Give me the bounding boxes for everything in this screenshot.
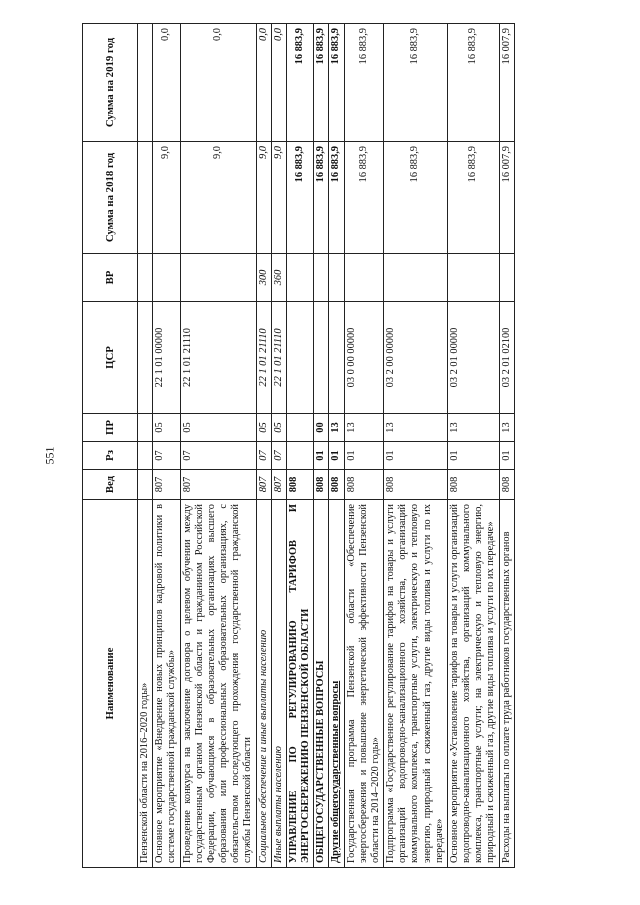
row-ved: 808 xyxy=(384,470,448,500)
header-name: Наименование xyxy=(83,500,138,868)
row-sum-2019: 0,0 xyxy=(180,24,256,142)
row-rz: 01 xyxy=(384,442,448,470)
row-csr: 22 1 01 21110 xyxy=(271,302,286,414)
row-ved: 807 xyxy=(153,470,180,500)
row-sum-2019: 16 883,9 xyxy=(384,24,448,142)
table-row xyxy=(499,24,514,868)
row-rz: 07 xyxy=(180,442,256,470)
row-vr xyxy=(314,254,329,302)
row-ved: 807 xyxy=(180,470,256,500)
table-row xyxy=(447,24,499,868)
row-sum-2019: 16 883,9 xyxy=(286,24,313,142)
row-rz: 07 xyxy=(271,442,286,470)
row-rz: 07 xyxy=(256,442,271,470)
header-pr: ПР xyxy=(83,414,138,442)
row-sum-2019: 16 883,9 xyxy=(447,24,499,142)
row-csr: 22 1 01 21110 xyxy=(180,302,256,414)
row-pr: 13 xyxy=(447,414,499,442)
table-row xyxy=(271,24,286,868)
row-ved: 807 xyxy=(256,470,271,500)
row-sum-2019: 16 007,9 xyxy=(499,24,514,142)
row-sum-2018: 16 883,9 xyxy=(344,142,384,254)
row-pr: 13 xyxy=(499,414,514,442)
row-sum-2018: 16 883,9 xyxy=(314,142,329,254)
row-sum-2018 xyxy=(138,142,153,254)
row-sum-2019: 16 883,9 xyxy=(329,24,344,142)
row-sum-2019: 0,0 xyxy=(256,24,271,142)
header-csr: ЦСР xyxy=(83,302,138,414)
row-vr xyxy=(384,254,448,302)
row-name: Проведение конкурса на заключение договора о целевом обучении между государственным органом Пензенской области и гражданином Российской Федерации, обучающимся в образовательных организациях высшего образования или профессиональных образовательных организациях, с обязательством последующего прохождения государственной гражданской службы Пензенской области xyxy=(180,500,256,868)
row-csr: 22 1 01 00000 xyxy=(153,302,180,414)
row-vr xyxy=(180,254,256,302)
row-ved: 808 xyxy=(286,470,313,500)
row-vr xyxy=(499,254,514,302)
row-ved: 808 xyxy=(344,470,384,500)
row-sum-2019 xyxy=(138,24,153,142)
row-sum-2018: 9,0 xyxy=(180,142,256,254)
budget-table-container xyxy=(82,24,606,868)
row-pr: 13 xyxy=(329,414,344,442)
row-vr xyxy=(138,254,153,302)
table-header-row xyxy=(83,24,138,868)
row-name: Пензенской области на 2016–2020 годы» xyxy=(138,500,153,868)
row-ved: 807 xyxy=(271,470,286,500)
row-sum-2018: 9,0 xyxy=(256,142,271,254)
row-ved: 808 xyxy=(499,470,514,500)
table-row xyxy=(153,24,180,868)
row-vr xyxy=(286,254,313,302)
row-sum-2018: 16 883,9 xyxy=(329,142,344,254)
header-ved: Вед xyxy=(83,470,138,500)
row-csr: 03 0 00 00000 xyxy=(344,302,384,414)
row-sum-2018: 16 007,9 xyxy=(499,142,514,254)
header-sum-2019: Сумма на 2019 год xyxy=(83,24,138,142)
row-pr: 13 xyxy=(384,414,448,442)
row-vr xyxy=(329,254,344,302)
row-rz xyxy=(286,442,313,470)
row-ved: 808 xyxy=(329,470,344,500)
row-pr xyxy=(286,414,313,442)
row-vr xyxy=(153,254,180,302)
row-csr xyxy=(329,302,344,414)
table-row xyxy=(138,24,153,868)
row-vr xyxy=(447,254,499,302)
row-rz: 01 xyxy=(329,442,344,470)
row-pr: 13 xyxy=(344,414,384,442)
row-ved: 808 xyxy=(314,470,329,500)
table-row xyxy=(384,24,448,868)
row-sum-2018: 16 883,9 xyxy=(384,142,448,254)
header-vr: ВР xyxy=(83,254,138,302)
row-pr: 05 xyxy=(271,414,286,442)
row-rz: 01 xyxy=(344,442,384,470)
row-pr: 00 xyxy=(314,414,329,442)
header-sum-2018: Сумма на 2018 год xyxy=(83,142,138,254)
row-vr: 300 xyxy=(256,254,271,302)
row-csr: 03 2 00 00000 xyxy=(384,302,448,414)
row-name: Государственная программа Пензенской области «Обеспечение энергосбережения и повышение энергетической эффективности Пензенской области на 2014–2020 годы» xyxy=(344,500,384,868)
row-pr: 05 xyxy=(153,414,180,442)
row-sum-2019: 16 883,9 xyxy=(344,24,384,142)
row-sum-2018: 16 883,9 xyxy=(447,142,499,254)
row-ved: 808 xyxy=(447,470,499,500)
table-row xyxy=(314,24,329,868)
row-rz: 07 xyxy=(153,442,180,470)
row-ved xyxy=(138,470,153,500)
row-name: Подпрограмма «Государственное регулирование тарифов на товары и услуги организаций водопроводно-канализационного хозяйства, организаций коммунального комплекса, транспортные услуги, электрическую и тепловую энергию, природный и сжиженный газ, другие виды топлива и услуги по их передаче» xyxy=(384,500,448,868)
row-pr xyxy=(138,414,153,442)
table-row xyxy=(286,24,313,868)
row-rz: 01 xyxy=(314,442,329,470)
row-sum-2018: 16 883,9 xyxy=(286,142,313,254)
row-vr xyxy=(344,254,384,302)
row-name: Основное мероприятие «Внедрение новых принципов кадровой политики в системе государственной гражданской службы» xyxy=(153,500,180,868)
table-row xyxy=(180,24,256,868)
row-rz: 01 xyxy=(447,442,499,470)
row-vr: 360 xyxy=(271,254,286,302)
row-sum-2019: 0,0 xyxy=(271,24,286,142)
row-sum-2019: 0,0 xyxy=(153,24,180,142)
table-row xyxy=(256,24,271,868)
header-rz: Рз xyxy=(83,442,138,470)
row-csr: 03 2 01 02100 xyxy=(499,302,514,414)
table-row xyxy=(329,24,344,868)
row-name: Социальное обеспечение и иные выплаты населению xyxy=(256,500,271,868)
row-sum-2018: 9,0 xyxy=(153,142,180,254)
row-name: Другие общегосударственные вопросы xyxy=(329,500,344,868)
row-rz: 01 xyxy=(499,442,514,470)
row-name: Иные выплаты населению xyxy=(271,500,286,868)
row-rz xyxy=(138,442,153,470)
page-number: 551 xyxy=(42,446,57,465)
budget-table xyxy=(82,23,515,868)
row-csr xyxy=(286,302,313,414)
row-name: Расходы на выплаты по оплате труда работников государственных органов xyxy=(499,500,514,868)
row-name: УПРАВЛЕНИЕ ПО РЕГУЛИРОВАНИЮ ТАРИФОВ И ЭНЕРГОСБЕРЕЖЕНИЮ ПЕНЗЕНСКОЙ ОБЛАСТИ xyxy=(286,500,313,868)
row-sum-2019: 16 883,9 xyxy=(314,24,329,142)
row-csr xyxy=(314,302,329,414)
row-csr: 03 2 01 00000 xyxy=(447,302,499,414)
row-name: Основное мероприятие «Установление тарифов на товары и услуги организаций водопроводно-канализационного хозяйства, организаций коммунального комплекса, транспортные услуги; на электрическую и тепловую энергию, природный и сжиженный газ, другие виды топлива и услуги по их передаче» xyxy=(447,500,499,868)
row-pr: 05 xyxy=(256,414,271,442)
row-csr: 22 1 01 21110 xyxy=(256,302,271,414)
row-name: ОБЩЕГОСУДАРСТВЕННЫЕ ВОПРОСЫ xyxy=(314,500,329,868)
row-csr xyxy=(138,302,153,414)
row-pr: 05 xyxy=(180,414,256,442)
table-row xyxy=(344,24,384,868)
row-sum-2018: 9,0 xyxy=(271,142,286,254)
